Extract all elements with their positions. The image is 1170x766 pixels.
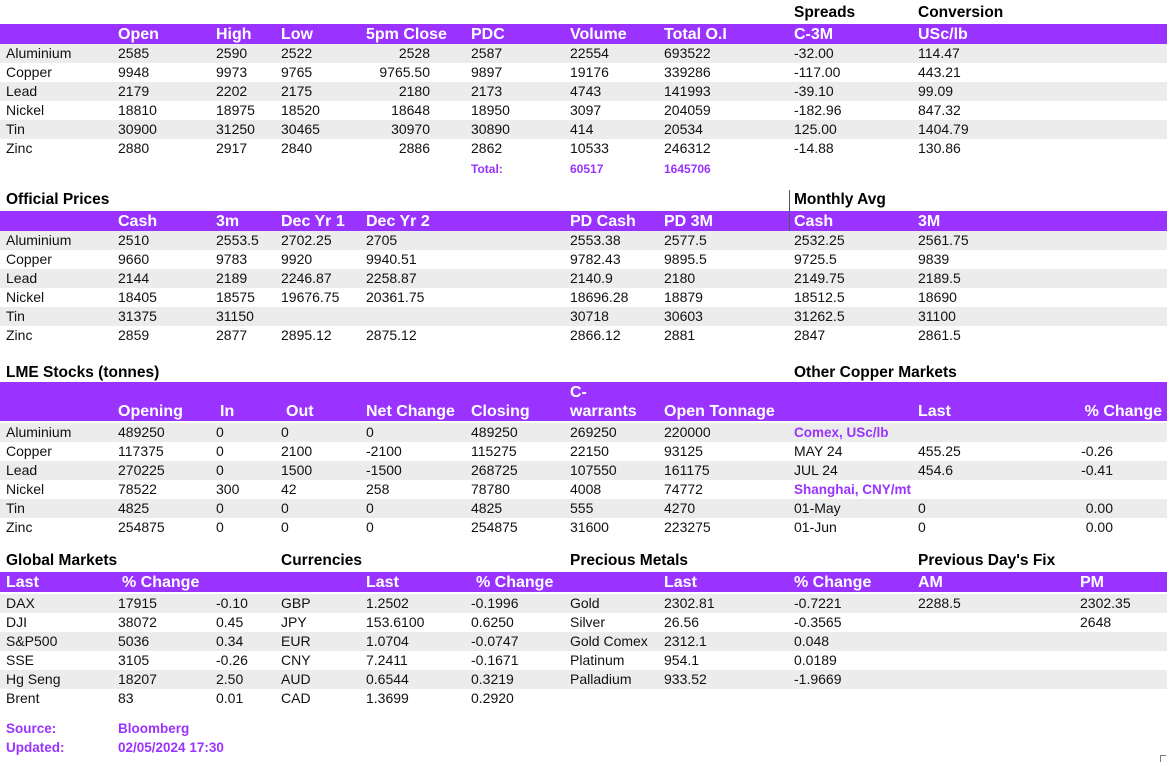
table-cell: 2702.25 (281, 232, 332, 248)
spreads-title: Spreads (794, 4, 856, 21)
metal-name: Tin (6, 500, 25, 516)
table-cell: 18690 (918, 289, 957, 305)
table-cell: 489250 (471, 424, 518, 440)
total-label: Total: (471, 162, 503, 176)
contract-label: 01-Jun (794, 519, 837, 535)
table-cell: 0 (281, 519, 289, 535)
table-cell: 0.45 (216, 614, 244, 630)
table-cell: 2553.5 (216, 232, 259, 248)
table-cell: 2917 (216, 140, 248, 156)
table-cell: 0 (366, 500, 374, 516)
table-cell: 18879 (664, 289, 703, 305)
metal-name: Nickel (6, 481, 45, 497)
metal-name: Lead (6, 270, 38, 286)
currencies-title: Currencies (281, 552, 362, 569)
table-cell: 933.52 (664, 671, 707, 687)
table-cell: 204059 (664, 102, 711, 118)
main-col-header: 5pm Close (366, 26, 447, 43)
table-cell: 30718 (570, 308, 609, 324)
other-copper-title: Other Copper Markets (794, 364, 957, 381)
table-cell: 2522 (281, 45, 313, 61)
table-cell: 2847 (794, 327, 826, 343)
currency-code: GBP (281, 595, 311, 611)
table-cell: 0 (918, 500, 926, 516)
table-cell: 0 (366, 519, 374, 535)
table-cell: 3105 (118, 652, 150, 668)
table-cell: 2180 (664, 270, 696, 286)
index-name: DJI (6, 614, 27, 630)
table-cell: 9940.51 (366, 251, 417, 267)
metal-name: Platinum (570, 652, 625, 668)
table-cell: 0.6250 (471, 614, 514, 630)
table-cell: 38072 (118, 614, 157, 630)
table-cell: 83 (118, 690, 134, 706)
table-cell: 223275 (664, 519, 711, 535)
metal-name: Palladium (570, 671, 632, 687)
table-cell: 9895.5 (664, 251, 707, 267)
table-cell: 693522 (664, 45, 711, 61)
metal-name: Copper (6, 443, 52, 459)
table-cell: 0.34 (216, 633, 244, 649)
table-cell: -0.41 (1081, 462, 1113, 478)
contract-label: MAY 24 (794, 443, 843, 459)
table-cell: 22150 (570, 443, 609, 459)
table-cell: 2862 (471, 140, 503, 156)
table-cell: 9765 (281, 64, 313, 80)
official-prices-title: Official Prices (6, 191, 110, 208)
table-cell: 31262.5 (794, 308, 845, 324)
table-cell: 4825 (471, 500, 503, 516)
table-cell: -0.26 (216, 652, 248, 668)
table-cell: 2587 (471, 45, 503, 61)
table-cell: 1.0704 (366, 633, 409, 649)
table-cell: 125.00 (794, 121, 837, 137)
index-name: S&P500 (6, 633, 58, 649)
currency-code: AUD (281, 671, 311, 687)
table-cell: 19676.75 (281, 289, 340, 305)
table-cell: 489250 (118, 424, 165, 440)
table-cell: -32.00 (794, 45, 834, 61)
table-cell: 31600 (570, 519, 609, 535)
table-cell: 254875 (471, 519, 518, 535)
markets-col-header: Last (664, 574, 697, 591)
table-cell: 4008 (570, 481, 602, 497)
table-cell: 2144 (118, 270, 150, 286)
table-cell: 2561.75 (918, 232, 969, 248)
updated-value: 02/05/2024 17:30 (118, 740, 224, 755)
table-cell: 246312 (664, 140, 711, 156)
table-cell: 2189 (216, 270, 248, 286)
monthly-avg-title: Monthly Avg (794, 191, 886, 208)
table-cell: 2840 (281, 140, 313, 156)
table-cell: -0.10 (216, 595, 248, 611)
table-cell: 269250 (570, 424, 617, 440)
table-cell: 17915 (118, 595, 157, 611)
table-cell: 18975 (216, 102, 255, 118)
official-col-header: 3m (216, 213, 240, 230)
table-cell: 2189.5 (918, 270, 961, 286)
source-label: Source: (6, 721, 57, 736)
table-cell: 555 (570, 500, 594, 516)
table-cell: -0.1671 (471, 652, 519, 668)
index-name: Hg Seng (6, 671, 61, 687)
table-cell: 74772 (664, 481, 703, 497)
main-col-header: USc/lb (918, 26, 968, 43)
table-cell: 0 (216, 424, 224, 440)
table-cell: 20361.75 (366, 289, 425, 305)
table-cell: 0 (281, 500, 289, 516)
table-cell: 220000 (664, 424, 711, 440)
table-cell: -0.0747 (471, 633, 519, 649)
table-cell: -182.96 (794, 102, 842, 118)
table-cell: 114.47 (918, 45, 960, 61)
metal-name: Copper (6, 64, 52, 80)
table-cell: -2100 (366, 443, 402, 459)
table-cell: 0 (918, 519, 926, 535)
stocks-col-header: Closing (471, 403, 530, 420)
metal-name: Nickel (6, 102, 45, 118)
main-col-header: Total O.I (664, 26, 727, 43)
metal-name: Aluminium (6, 45, 72, 61)
table-cell: 153.6100 (366, 614, 425, 630)
table-cell: 9783 (216, 251, 248, 267)
official-col-header: Dec Yr 1 (281, 213, 345, 230)
table-cell: -1.9669 (794, 671, 842, 687)
table-cell: 31250 (216, 121, 255, 137)
table-cell: 9839 (918, 251, 950, 267)
table-cell: 0 (216, 519, 224, 535)
table-cell: 1.2502 (366, 595, 409, 611)
table-cell: 0.00 (1085, 500, 1113, 516)
markets-col-header: % Change (476, 574, 554, 591)
table-cell: 0 (216, 443, 224, 459)
table-cell: 78780 (471, 481, 510, 497)
metal-name: Nickel (6, 289, 45, 305)
table-cell: 0 (366, 424, 374, 440)
table-cell: -1500 (366, 462, 402, 478)
table-cell: 93125 (664, 443, 703, 459)
metal-name: Aluminium (6, 232, 72, 248)
table-cell: 2648 (1080, 614, 1112, 630)
metal-name: Lead (6, 462, 38, 478)
table-cell: 4743 (570, 83, 602, 99)
table-cell: 0 (281, 424, 289, 440)
main-col-header: Low (281, 26, 313, 43)
currency-code: CNY (281, 652, 311, 668)
stocks-col-header: Opening (118, 403, 183, 420)
metal-name: Lead (6, 83, 38, 99)
table-cell: 0.3219 (471, 671, 514, 687)
markets-col-header: Last (366, 574, 399, 591)
table-cell: 7.2411 (366, 652, 408, 668)
table-cell: 30900 (118, 121, 157, 137)
official-col-header: Cash (118, 213, 158, 230)
precious-metals-title: Precious Metals (570, 552, 689, 569)
table-cell: 18696.28 (570, 289, 629, 305)
metal-name: Tin (6, 308, 25, 324)
table-cell: 30603 (664, 308, 703, 324)
market-group-label: Comex, USc/lb (794, 425, 889, 440)
table-cell: -14.88 (794, 140, 834, 156)
table-cell: 2312.1 (664, 633, 707, 649)
table-cell: 18950 (471, 102, 510, 118)
markets-col-header: % Change (794, 574, 872, 591)
table-cell: 18512.5 (794, 289, 845, 305)
table-cell: 0.048 (794, 633, 830, 649)
metal-name: Zinc (6, 519, 33, 535)
table-cell: 31150 (216, 308, 254, 324)
markets-col-header: % Change (122, 574, 200, 591)
table-cell: 2510 (118, 232, 150, 248)
index-name: Brent (6, 690, 40, 706)
monthly-divider (789, 190, 790, 232)
table-cell: 2140.9 (570, 270, 613, 286)
table-cell: 300 (216, 481, 240, 497)
table-cell (1040, 423, 1113, 442)
table-cell: 2528 (398, 45, 430, 61)
table-cell: 10533 (570, 140, 609, 156)
table-cell: 0 (216, 500, 224, 516)
total-volume: 60517 (570, 162, 604, 176)
table-cell: 258 (366, 481, 390, 497)
table-cell: 30890 (471, 121, 510, 137)
stocks-col-header: Open Tonnage (664, 403, 775, 420)
official-col-header: Dec Yr 2 (366, 213, 430, 230)
table-cell: 2866.12 (570, 327, 621, 343)
table-cell: 9897 (471, 64, 503, 80)
table-cell: 2590 (216, 45, 248, 61)
table-cell: 0.01 (216, 690, 244, 706)
table-cell: 9725.5 (794, 251, 837, 267)
table-cell: 254875 (118, 519, 165, 535)
table-cell: -0.1996 (471, 595, 519, 611)
table-cell: 0.0189 (794, 652, 837, 668)
table-cell: 18810 (118, 102, 157, 118)
table-cell: 141993 (664, 83, 711, 99)
official-col-header: 3M (918, 213, 941, 230)
table-cell: 270225 (118, 462, 165, 478)
total-open-interest: 1645706 (664, 162, 711, 176)
table-cell: 414 (570, 121, 594, 137)
lme-stocks-title: LME Stocks (tonnes) (6, 364, 160, 381)
table-cell: 2179 (118, 83, 150, 99)
main-col-header: High (216, 26, 252, 43)
table-cell: 161175 (664, 462, 710, 478)
currency-code: CAD (281, 690, 311, 706)
table-cell: 2705 (366, 232, 398, 248)
table-cell: -0.7221 (794, 595, 842, 611)
markets-col-header: Last (6, 574, 39, 591)
table-cell: 2258.87 (366, 270, 417, 286)
table-cell: 2246.87 (281, 270, 332, 286)
resize-corner-icon (1160, 755, 1166, 762)
table-cell: 2180 (398, 83, 430, 99)
table-cell (1040, 480, 1113, 499)
metal-name: Gold (570, 595, 600, 611)
stocks-col-header: Net Change (366, 403, 455, 420)
index-name: DAX (6, 595, 35, 611)
table-cell: 1500 (281, 462, 313, 478)
table-cell: 1.3699 (366, 690, 409, 706)
source-value: Bloomberg (118, 721, 190, 736)
table-cell: 268725 (471, 462, 518, 478)
table-cell: 2861.5 (918, 327, 961, 343)
table-cell: 2880 (118, 140, 150, 156)
table-cell: 339286 (664, 64, 711, 80)
markets-col-header: AM (918, 574, 943, 591)
table-cell: 0.2920 (471, 690, 514, 706)
metal-name: Tin (6, 121, 25, 137)
contract-label: 01-May (794, 500, 841, 516)
global-markets-title: Global Markets (6, 552, 118, 569)
metal-name: Copper (6, 251, 52, 267)
table-cell: 2577.5 (664, 232, 707, 248)
table-cell: 2886 (398, 140, 430, 156)
main-col-header: Open (118, 26, 159, 43)
metal-name: Zinc (6, 327, 33, 343)
markets-col-header: PM (1080, 574, 1104, 591)
table-cell: 18575 (216, 289, 255, 305)
table-cell: 2895.12 (281, 327, 332, 343)
table-cell: 9920 (281, 251, 313, 267)
table-cell: 31100 (918, 308, 956, 324)
table-cell: 454.6 (918, 462, 954, 478)
table-cell: 19176 (570, 64, 609, 80)
table-cell: 2175 (281, 83, 313, 99)
table-cell: 2585 (118, 45, 150, 61)
table-cell: -117.00 (794, 64, 841, 80)
table-cell: 107550 (570, 462, 617, 478)
currency-code: JPY (281, 614, 307, 630)
table-cell: 9765.50 (379, 64, 430, 80)
table-cell: 26.56 (664, 614, 700, 630)
table-cell: 4270 (664, 500, 696, 516)
table-cell: 2875.12 (366, 327, 417, 343)
metal-name: Aluminium (6, 424, 72, 440)
table-cell: 30970 (391, 121, 430, 137)
table-cell: 3097 (570, 102, 602, 118)
official-col-header: Cash (794, 213, 834, 230)
table-cell: -0.26 (1081, 443, 1113, 459)
table-cell: 954.1 (664, 652, 700, 668)
table-cell: 2553.38 (570, 232, 621, 248)
table-cell: 2100 (281, 443, 313, 459)
stocks-col-header: Last (918, 403, 951, 420)
table-cell: 2877 (216, 327, 248, 343)
table-cell: 455.25 (918, 443, 961, 459)
table-cell: 99.09 (918, 83, 954, 99)
table-cell: 18405 (118, 289, 157, 305)
metal-name: Silver (570, 614, 606, 630)
table-cell: 20534 (664, 121, 703, 137)
table-cell: 2149.75 (794, 270, 845, 286)
table-cell: 2202 (216, 83, 248, 99)
table-cell: 2302.81 (664, 595, 715, 611)
table-cell: 2.50 (216, 671, 244, 687)
official-col-header: PD Cash (570, 213, 636, 230)
table-cell: 18520 (281, 102, 320, 118)
table-cell: 0.00 (1085, 519, 1113, 535)
table-cell: 0.6544 (366, 671, 409, 687)
market-group-label: Shanghai, CNY/mt (794, 482, 912, 497)
table-cell: 115275 (471, 443, 517, 459)
previous-day-fix-title: Previous Day's Fix (918, 552, 1056, 569)
main-col-header: Volume (570, 26, 627, 43)
table-cell: 1404.79 (918, 121, 969, 137)
conversion-title: Conversion (918, 4, 1004, 21)
table-cell: 9782.43 (570, 251, 621, 267)
table-cell: 2302.35 (1080, 595, 1131, 611)
table-cell: 2859 (118, 327, 150, 343)
stocks-col-header: In (220, 403, 235, 420)
table-cell: 2532.25 (794, 232, 845, 248)
table-cell: 2881 (664, 327, 696, 343)
table-cell: 0 (216, 462, 224, 478)
metal-name: Zinc (6, 140, 33, 156)
stocks-col-header: Out (286, 403, 314, 420)
contract-label: JUL 24 (794, 462, 838, 478)
table-cell: 130.86 (918, 140, 961, 156)
table-cell: 5036 (118, 633, 150, 649)
table-cell: 78522 (118, 481, 157, 497)
currency-code: EUR (281, 633, 311, 649)
table-cell: 18207 (118, 671, 157, 687)
stocks-col-header: warrants (570, 403, 637, 420)
stocks-col-header: % Change (1084, 403, 1162, 420)
main-col-header: C-3M (794, 26, 834, 43)
table-cell: 847.32 (918, 102, 961, 118)
table-cell: 31375 (118, 308, 157, 324)
table-cell: 4825 (118, 500, 150, 516)
index-name: SSE (6, 652, 35, 668)
table-cell: 18648 (391, 102, 430, 118)
table-cell: -0.3565 (794, 614, 842, 630)
table-cell: 42 (281, 481, 297, 497)
table-cell: -39.10 (794, 83, 834, 99)
official-col-header: PD 3M (664, 213, 713, 230)
metal-name: Gold Comex (570, 633, 648, 649)
table-cell: 117375 (118, 443, 164, 459)
table-cell: 30465 (281, 121, 320, 137)
table-cell: 2288.5 (918, 595, 961, 611)
table-cell: 443.21 (918, 64, 961, 80)
main-col-header: PDC (471, 26, 505, 43)
table-cell: 9948 (118, 64, 150, 80)
table-cell: 2173 (471, 83, 503, 99)
table-cell: 22554 (570, 45, 609, 61)
table-cell: 9660 (118, 251, 150, 267)
table-cell: 9973 (216, 64, 248, 80)
stocks-col-header: C- (570, 384, 587, 401)
updated-label: Updated: (6, 740, 65, 755)
